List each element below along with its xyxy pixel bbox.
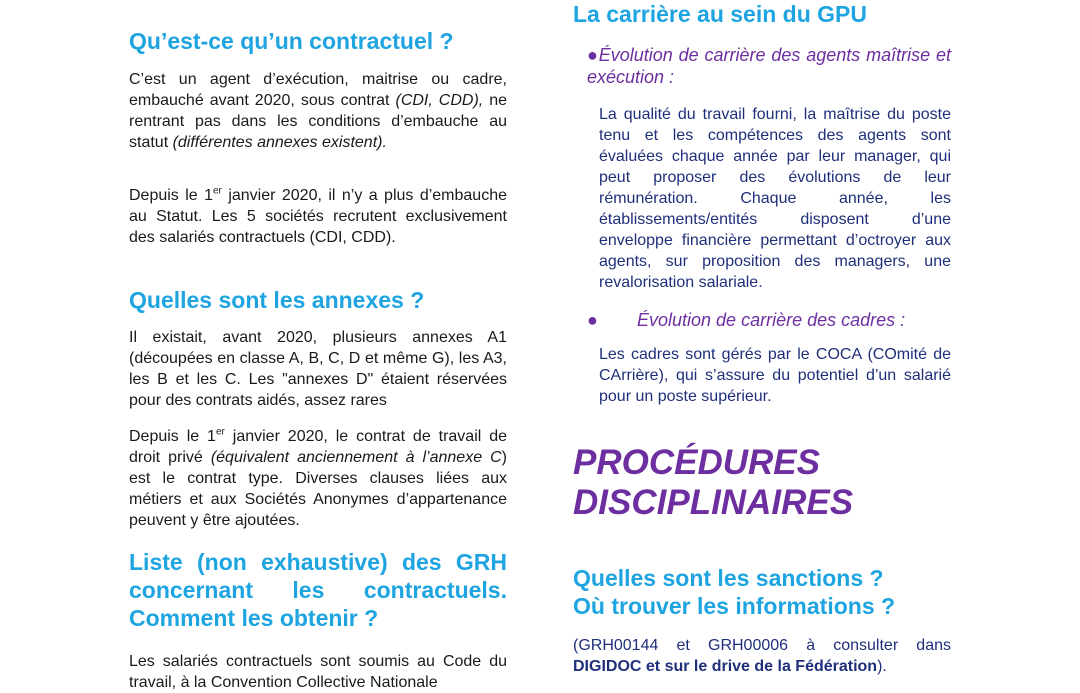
text-run-italic: (différentes annexes existent). (172, 134, 387, 151)
heading-line: Où trouver les informations ? (573, 593, 896, 619)
paragraph-contractuel-definition (129, 69, 507, 153)
text-run: janvier 2020, il n’y a plus d’embauche au Statut. Les 5 sociétés recrutent exclusivement des salariés contractuels (CDI, CDD). (129, 187, 507, 246)
text-run: ) est le contrat type. Diverses clauses liées aux métiers et aux Sociétés Anonymes d’appartenance peuvent y être ajoutées. (129, 449, 507, 529)
bullet-evolution-cadres (587, 309, 951, 331)
superscript: er (213, 185, 222, 197)
text-run: C’est un agent d’exécution, maitrise ou cadre, embauché avant 2020, sous contrat (129, 71, 507, 109)
text-run: janvier 2020, le contrat de travail de droit privé (129, 428, 508, 466)
bullet-dot-icon: ● (587, 45, 599, 65)
heading-sanctions (573, 564, 951, 620)
heading-procedures (573, 443, 951, 523)
heading-line: PROCÉDURES (573, 443, 820, 482)
superscript: er (215, 426, 225, 438)
bullet-dot-icon: ● (587, 310, 598, 330)
paragraph-evaluation-agents: La qualité du travail fourni, la maîtrise du poste tenu et les compétences des agents sont évaluées chaque année par leur manager, qui peut proposer des évolutions de leur rémunération. Chaque année, les établissements/entités disposent d’une enveloppe financière permettant d’octroyer aux agents, sur proposition des managers, une revalorisation salariale. (599, 106, 951, 291)
paragraph-contrat-type (129, 426, 507, 531)
text-run: ). (877, 658, 887, 675)
heading-line: Quelles sont les sanctions ? (573, 565, 884, 591)
text-run: ne rentrant pas dans les conditions d’embauche au statut (129, 92, 508, 151)
text-run: Depuis le 1 (129, 428, 216, 445)
heading-line: DISCIPLINAIRES (573, 483, 854, 522)
text-run-bold: DIGIDOC et sur le drive de la Fédération (573, 658, 878, 675)
heading-contractuel: Qu’est-ce qu’un contractuel ? (129, 28, 454, 54)
bullet-text: Évolution de carrière des agents maîtrise et exécution : (587, 45, 952, 87)
paragraph-annexes: Il existait, avant 2020, plusieurs annexes A1 (découpées en classe A, B, C, D et même G), les A3, les B et les C. Les "annexes D" étaient réservées pour des contrats aidés, assez rares (129, 329, 507, 409)
text-run: (GRH00144 et GRH00006 à consulter dans (573, 637, 951, 654)
heading-annexes: Quelles sont les annexes ? (129, 287, 425, 313)
text-run: Depuis le 1 (129, 187, 213, 204)
bullet-evolution-agents (587, 44, 951, 88)
bullet-text: Évolution de carrière des cadres : (637, 310, 906, 330)
text-run-italic: (équivalent anciennement à l’annexe C (210, 449, 502, 466)
paragraph-coca: Les cadres sont gérés par le COCA (COmité de CArrière), qui s’assure du potentiel d’un salarié pour un poste supérieur. (599, 346, 951, 405)
heading-liste-grh: Liste (non exhaustive) des GRH concernant les contractuels. Comment les obtenir ? (129, 549, 507, 631)
paragraph-depuis-2020 (129, 185, 507, 248)
paragraph-grh-references (573, 635, 951, 677)
paragraph-code-travail: Les salariés contractuels sont soumis au Code du travail, à la Convention Collective Nationale (129, 653, 507, 691)
heading-carriere: La carrière au sein du GPU (573, 1, 868, 27)
text-run-italic: (CDI, CDD), (395, 92, 484, 109)
